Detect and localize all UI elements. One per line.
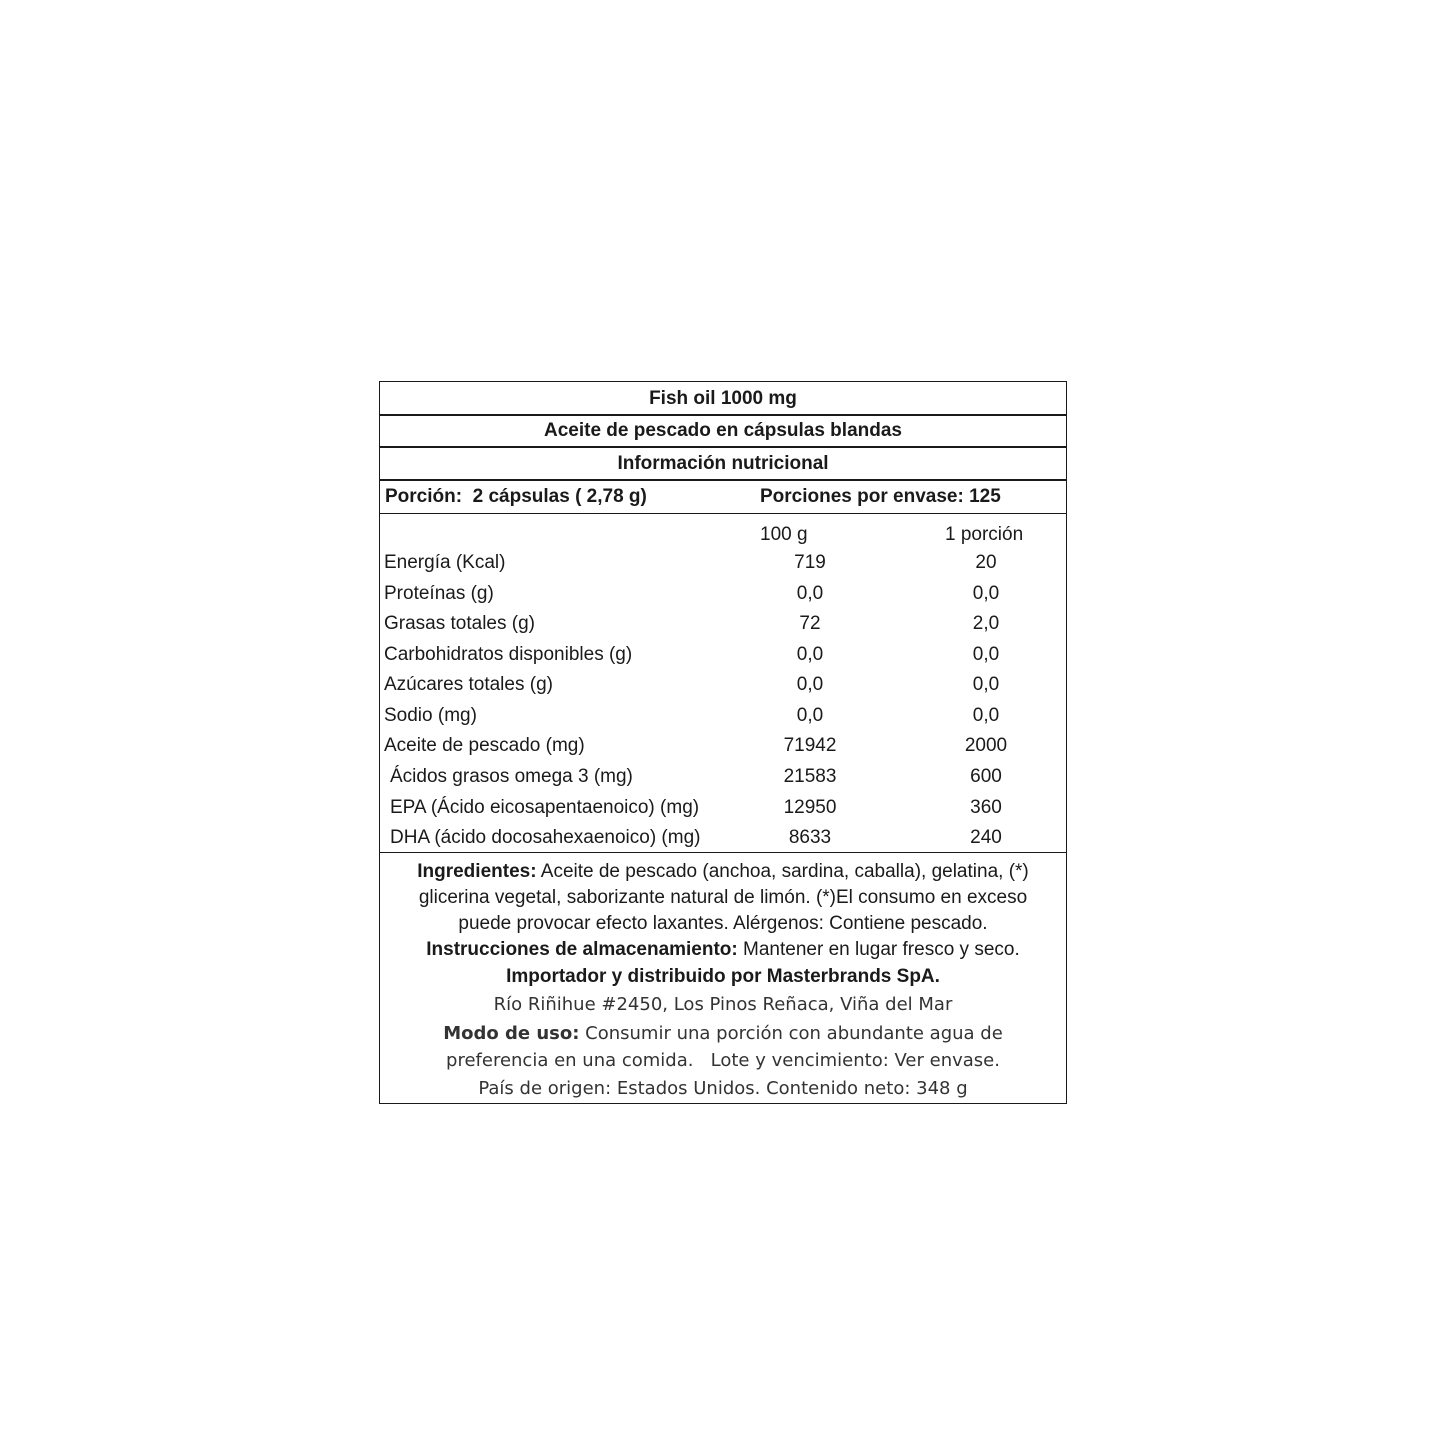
- ingredients-text: Aceite de pescado (anchoa, sardina, caballa), gelatina, (*) glicerina vegetal, saborizante natural de limón. (*)El consumo en exceso puede provocar efecto laxantes. Alérgenos: Contiene pescado.: [418, 861, 1029, 934]
- portion-row: [380, 480, 1066, 514]
- value-portion: 0,0: [972, 644, 1000, 665]
- nutrient-name: Aceite de pescado (mg): [384, 735, 585, 756]
- value-portion: 600: [970, 766, 1002, 787]
- usage-label: Modo de uso:: [443, 1023, 580, 1044]
- table-row: [380, 705, 1066, 735]
- value-100g: 0,0: [796, 674, 824, 695]
- value-100g: 0,0: [796, 705, 824, 726]
- value-portion: 2000: [964, 735, 1008, 756]
- storage-label: Instrucciones de almacenamiento:: [426, 939, 738, 960]
- table-row: [380, 674, 1066, 704]
- value-portion: 360: [970, 797, 1002, 818]
- nutrient-name: Energía (Kcal): [384, 552, 506, 573]
- value-100g: 72: [799, 613, 821, 634]
- nutrition-label: [379, 381, 1067, 1104]
- table-row: [380, 827, 1066, 857]
- usage-paragraph: [380, 1020, 1066, 1074]
- table-row: [380, 766, 1066, 796]
- table-row: [380, 583, 1066, 613]
- value-100g: 21583: [783, 766, 837, 787]
- table-row: [380, 613, 1066, 643]
- nutrition-table: [380, 516, 1066, 853]
- table-row: [380, 552, 1066, 582]
- value-100g: 0,0: [796, 644, 824, 665]
- origin-line: País de origen: Estados Unidos. Contenido neto: 348 g: [478, 1078, 968, 1099]
- value-portion: 240: [970, 827, 1002, 848]
- value-portion: 0,0: [972, 583, 1000, 604]
- value-portion: 0,0: [972, 674, 1000, 695]
- importer-line: Importador y distribuido por Masterbrands SpA.: [506, 966, 940, 987]
- table-row: [380, 735, 1066, 765]
- column-header-100g: 100 g: [760, 524, 808, 545]
- value-100g: 8633: [788, 827, 832, 848]
- value-portion: 0,0: [972, 705, 1000, 726]
- value-portion: 20: [975, 552, 997, 573]
- nutrient-name: Azúcares totales (g): [384, 674, 553, 695]
- value-100g: 12950: [783, 797, 837, 818]
- nutrient-name: Ácidos grasos omega 3 (mg): [390, 766, 633, 787]
- ingredients-label: Ingredientes:: [417, 861, 537, 882]
- table-row: [380, 797, 1066, 827]
- nutrient-name: Carbohidratos disponibles (g): [384, 644, 633, 665]
- usage-text: Consumir una porción con abundante agua de preferencia en una comida. Lote y vencimiento: Ver envase.: [446, 1023, 1009, 1071]
- product-title: Fish oil 1000 mg: [380, 382, 1066, 416]
- value-100g: 719: [794, 552, 826, 573]
- nutrient-name: EPA (Ácido eicosapentaenoico) (mg): [390, 797, 700, 818]
- storage-text: Mantener en lugar fresco y seco.: [737, 939, 1020, 960]
- storage-paragraph: [380, 937, 1066, 963]
- nutrient-name: Sodio (mg): [384, 705, 477, 726]
- table-row: [380, 644, 1066, 674]
- column-header-portion: 1 porción: [945, 524, 1024, 545]
- value-100g: 71942: [783, 735, 837, 756]
- portions-per-pack: Porciones por envase: 125: [760, 486, 1001, 507]
- value-portion: 2,0: [972, 613, 1000, 634]
- product-subtitle: Aceite de pescado en cápsulas blandas: [380, 414, 1066, 447]
- ingredients-paragraph: [380, 855, 1066, 937]
- value-100g: 0,0: [796, 583, 824, 604]
- portion-size: Porción: 2 cápsulas ( 2,78 g): [385, 486, 647, 507]
- address-line: Río Riñihue #2450, Los Pinos Reñaca, Viña del Mar: [493, 994, 953, 1015]
- nutrition-heading: Información nutricional: [380, 447, 1066, 480]
- nutrient-name: DHA (ácido docosahexaenoico) (mg): [390, 827, 701, 848]
- nutrient-name: Proteínas (g): [384, 583, 494, 604]
- label-footer: [380, 855, 1066, 1104]
- nutrient-name: Grasas totales (g): [384, 613, 535, 634]
